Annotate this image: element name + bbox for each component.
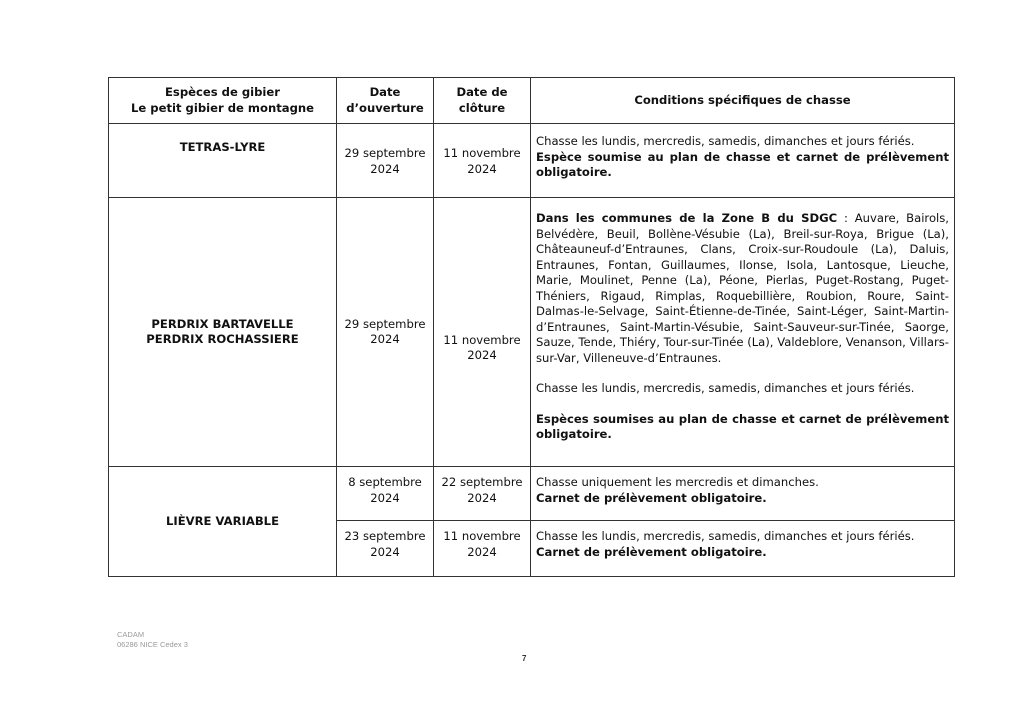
opening-date-lievre-1-line2: 2024 [370,490,400,505]
closing-date-tetras-line1: 11 novembre [443,146,521,160]
opening-date-perdrix [337,198,434,467]
opening-date-tetras [337,124,434,198]
footer-line2: 06286 NICE Cedex 3 [117,640,188,649]
closing-date-lievre-1-line1: 22 septembre [441,475,523,489]
conditions-lievre-2-carnet: Carnet de prélèvement obligatoire. [536,544,767,559]
species-perdrix-name-1: PERDRIX BARTAVELLE [151,316,294,331]
header-closing-date [434,78,531,124]
opening-date-perdrix-line1: 29 septembre [344,316,426,331]
conditions-perdrix-plan: Espèces soumises au plan de chasse et carnet de prélèvement obligatoire. [536,411,949,441]
closing-date-lievre-2 [434,521,531,577]
page-number: 7 [522,654,527,663]
header-opening-line2: d’ouverture [346,100,424,115]
header-opening-line1: Date [369,85,401,99]
closing-date-tetras [434,124,531,198]
closing-date-perdrix [434,198,531,467]
conditions-perdrix-commune-list: : Auvare, Bairols, Belvédère, Beuil, Bollène-Vésubie (La), Breil-sur-Roya, Brigue (La), Châteauneuf-d’Entraunes, Clans, Croix-sur-Roudoule (La), Daluis, Entraunes, Fontan, Guillaumes, Ilonse, Isola, Lantosque, Lieuche, Marie, Moulinet, Penne (La), Péone, Pierlas, Puget-Rostang, Puget-Théniers, Rigaud, Rimplas, Roquebillière, Roubion, Roure, Saint-Dalmas-le-Selvage, Saint-Étienne-de-Tinée, Saint-Léger, Saint-Martin-d’Entraunes, Saint-Martin-Vésubie, Saint-Sauveur-sur-Tinée, Saorge, Sauze, Tende, Thiéry, Tour-sur-Tinée (La), Valdeblore, Venanson, Villars-sur-Var, Villeneuve-d’Entraunes. [536,211,949,365]
conditions-lievre-2 [531,521,955,577]
conditions-tetras-plan: Espèce soumise au plan de chasse et carnet de prélèvement obligatoire. [536,149,949,179]
conditions-lievre-2-days: Chasse les lundis, mercredis, samedis, dimanches et jours fériés. [536,529,915,543]
header-closing-line2: clôture [458,100,506,115]
conditions-perdrix-days: Chasse les lundis, mercredis, samedis, dimanches et jours fériés. [536,381,915,395]
header-row [109,78,955,124]
table-row-tetras [109,124,955,198]
hunting-seasons-table [108,77,955,577]
header-species [109,78,337,124]
species-lievre [109,467,337,577]
species-lievre-name: LIÈVRE VARIABLE [166,513,279,528]
header-species-line2: Le petit gibier de montagne [131,100,314,115]
opening-date-perdrix-line2: 2024 [370,332,400,346]
opening-date-lievre-2 [337,521,434,577]
opening-date-lievre-1-line1: 8 septembre [348,475,422,489]
conditions-lievre-1 [531,467,955,521]
opening-date-lievre-2-line2: 2024 [370,544,400,559]
opening-date-lievre-2-line1: 23 septembre [344,529,426,543]
header-opening-date [337,78,434,124]
table-row-lievre-period-1 [109,467,955,521]
header-species-line1: Espèces de gibier [165,85,280,99]
opening-date-tetras-line1: 29 septembre [344,146,426,160]
species-tetras [109,124,337,198]
species-perdrix [109,198,337,467]
conditions-perdrix-zone-label: Dans les communes de la Zone B du SDGC [536,211,838,225]
closing-date-lievre-2-line2: 2024 [467,544,497,559]
species-tetras-name: TETRAS-LYRE [179,140,266,154]
opening-date-tetras-line2: 2024 [370,161,400,176]
closing-date-tetras-line2: 2024 [467,161,497,176]
closing-date-lievre-1-line2: 2024 [467,490,497,505]
header-closing-line1: Date de [456,85,508,99]
closing-date-lievre-1 [434,467,531,521]
conditions-lievre-1-days: Chasse uniquement les mercredis et dimanches. [536,475,819,489]
conditions-perdrix-communes [536,211,949,366]
closing-date-perdrix-line1: 11 novembre [443,332,521,347]
table-row-perdrix [109,198,955,467]
footer-address [117,630,188,650]
closing-date-perdrix-line2: 2024 [467,348,497,362]
header-conditions: Conditions spécifiques de chasse [531,78,955,124]
conditions-perdrix [531,198,955,467]
opening-date-lievre-1 [337,467,434,521]
conditions-lievre-1-carnet: Carnet de prélèvement obligatoire. [536,490,767,505]
conditions-tetras [531,124,955,198]
conditions-tetras-days: Chasse les lundis, mercredis, samedis, dimanches et jours fériés. [536,134,915,148]
footer-line1: CADAM [117,630,145,639]
closing-date-lievre-2-line1: 11 novembre [443,529,521,543]
species-perdrix-name-2: PERDRIX ROCHASSIERE [146,332,299,346]
